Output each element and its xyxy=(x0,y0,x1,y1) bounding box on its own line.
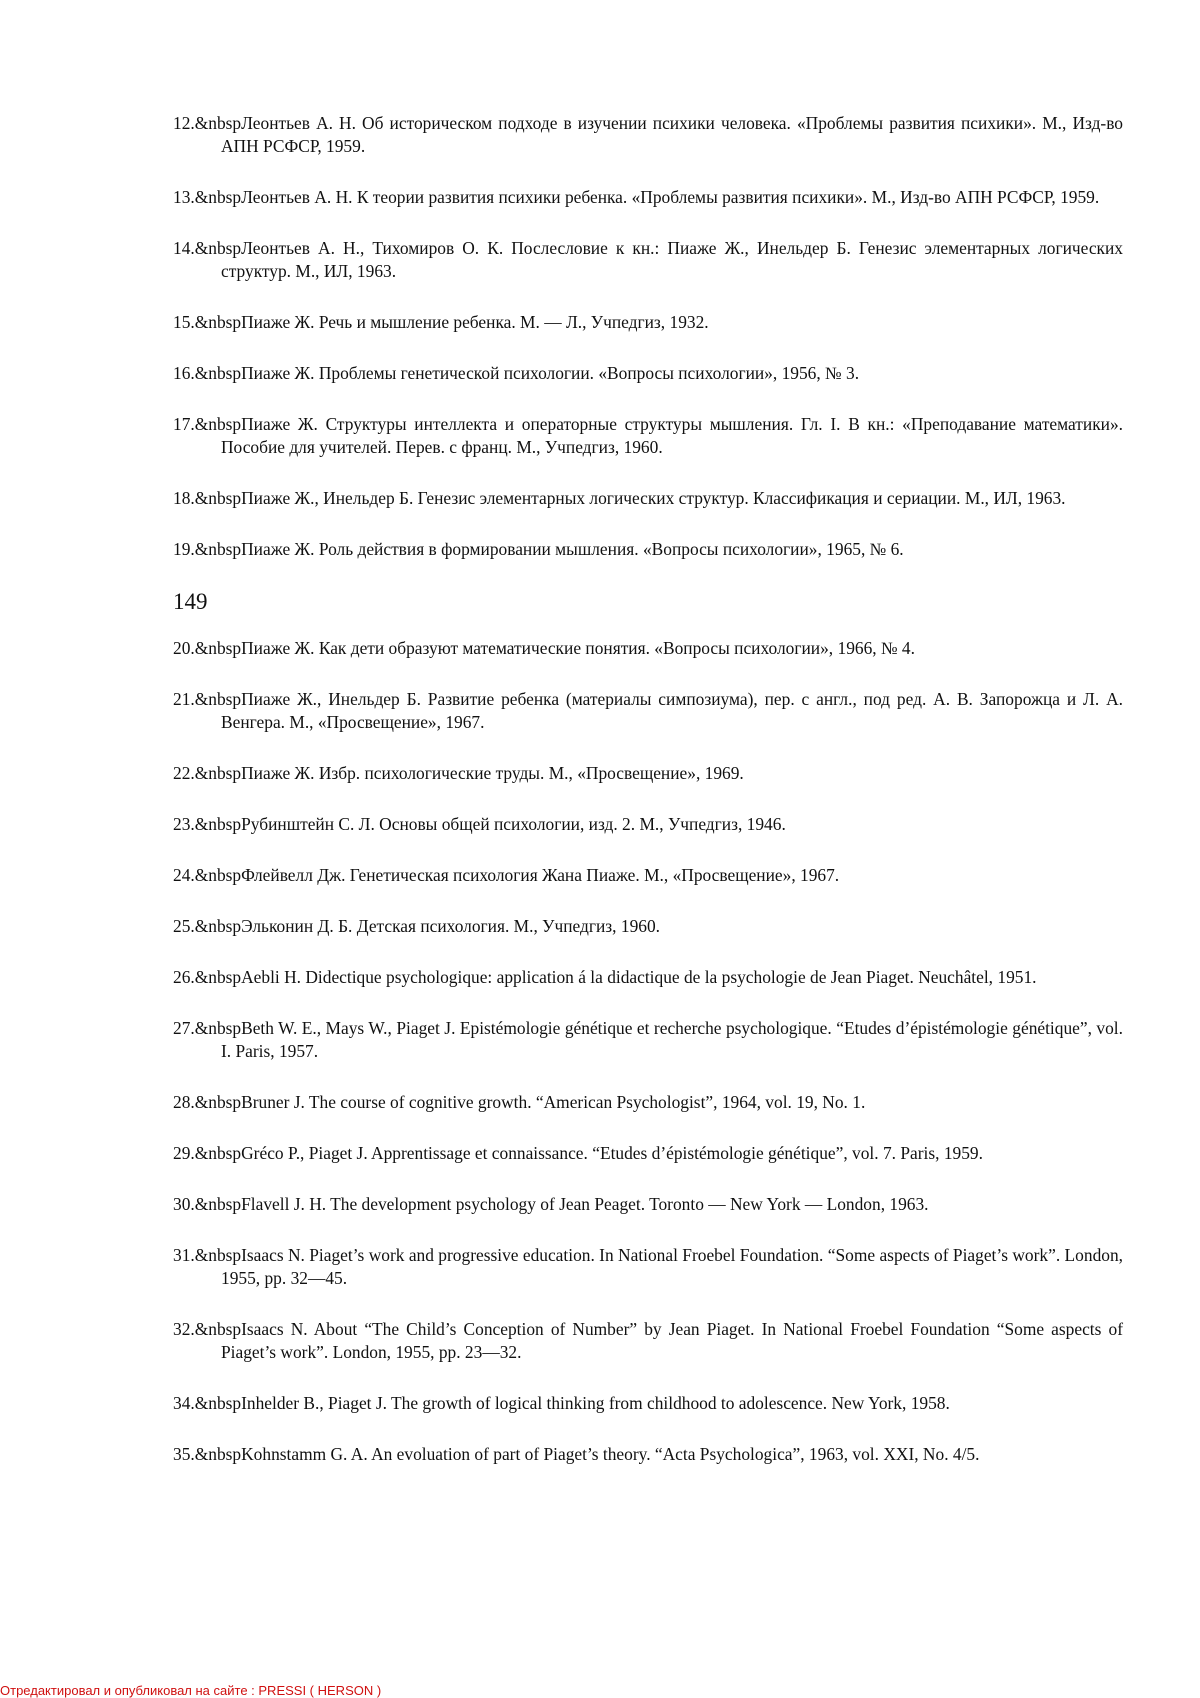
reference-item: 24.&nbspФлейвелл Дж. Генетическая психология Жана Пиаже. М., «Просвещение», 1967. xyxy=(173,865,840,885)
reference-item: 12.&nbspЛеонтьев А. Н. Об историческом подходе в изучении психики человека. «Проблемы развития психики». М., Изд-во АПН РСФСР, 1959. xyxy=(173,113,1123,156)
reference-item: 17.&nbspПиаже Ж. Структуры интеллекта и операторные структуры мышления. Гл. I. В кн.: «Преподавание математики». Пособие для учителей. Перев. с франц. М., Учпедгиз, 1960. xyxy=(173,414,1123,457)
page-number: 149 xyxy=(173,589,208,614)
reference-item: 20.&nbspПиаже Ж. Как дети образуют математические понятия. «Вопросы психологии», 1966, № 4. xyxy=(173,638,915,658)
reference-item: 19.&nbspПиаже Ж. Роль действия в формировании мышления. «Вопросы психологии», 1965, № 6. xyxy=(173,539,904,559)
reference-item: 31.&nbspIsaacs N. Piaget’s work and progressive education. In National Froebel Foundation. “Some aspects of Piaget’s work”. London, 1955, pp. 32—45. xyxy=(173,1245,1123,1288)
reference-item: 34.&nbspInhelder B., Piaget J. The growth of logical thinking from childhood to adolescence. New York, 1958. xyxy=(173,1393,950,1413)
reference-item: 21.&nbspПиаже Ж., Инельдер Б. Развитие ребенка (материалы симпозиума), пер. с англ., под ред. А. В. Запорожца и Л. А. Венгера. М., «Просвещение», 1967. xyxy=(173,689,1123,732)
reference-item: 22.&nbspПиаже Ж. Избр. психологические труды. М., «Просвещение», 1969. xyxy=(173,763,744,783)
reference-list xyxy=(173,112,1123,1494)
reference-item: 14.&nbspЛеонтьев А. Н., Тихомиров О. К. Послесловие к кн.: Пиаже Ж., Инельдер Б. Генезис элементарных логических структур. М., ИЛ, 1963. xyxy=(173,238,1123,281)
reference-item: 15.&nbspПиаже Ж. Речь и мышление ребенка. М. — Л., Учпедгиз, 1932. xyxy=(173,312,709,332)
reference-item: 27.&nbspBeth W. E., Mays W., Piaget J. Epistémologie génétique et recherche psychologique. “Etudes d’épistémologie génétique”, vol. I. Paris, 1957. xyxy=(173,1018,1123,1061)
reference-item: 32.&nbspIsaacs N. About “The Child’s Conception of Number” by Jean Piaget. In National Froebel Foundation “Some aspects of Piaget’s work”. London, 1955, pp. 23—32. xyxy=(173,1319,1123,1362)
reference-item: 13.&nbspЛеонтьев А. Н. К теории развития психики ребенка. «Проблемы развития психики». М., Изд-во АПН РСФСР, 1959. xyxy=(173,187,1100,207)
reference-item: 25.&nbspЭльконин Д. Б. Детская психология. М., Учпедгиз, 1960. xyxy=(173,916,661,936)
reference-item: 18.&nbspПиаже Ж., Инельдер Б. Генезис элементарных логических структур. Классификация и сериации. М., ИЛ, 1963. xyxy=(173,488,1066,508)
reference-item: 30.&nbspFlavell J. H. The development psychology of Jean Peaget. Toronto — New York — London, 1963. xyxy=(173,1194,929,1214)
reference-item: 28.&nbspBruner J. The course of cognitive growth. “American Psychologist”, 1964, vol. 19, No. 1. xyxy=(173,1092,866,1112)
reference-item: 35.&nbspKohnstamm G. A. An evoluation of part of Piaget’s theory. “Acta Psychologica”, 1963, vol. XXI, No. 4/5. xyxy=(173,1444,980,1464)
site-credit-footer: Отредактировал и опубликовал на сайте : PRESSI ( HERSON ) xyxy=(0,1683,382,1698)
reference-item: 26.&nbspAebli H. Didectique psychologique: application á la didactique de la psychologie de Jean Piaget. Neuchâtel, 1951. xyxy=(173,967,1037,987)
reference-item: 29.&nbspGréco P., Piaget J. Apprentissage et connaissance. “Etudes d’épistémologie génétique”, vol. 7. Paris, 1959. xyxy=(173,1143,983,1163)
reference-item: 23.&nbspРубинштейн С. Л. Основы общей психологии, изд. 2. М., Учпедгиз, 1946. xyxy=(173,814,786,834)
reference-item: 16.&nbspПиаже Ж. Проблемы генетической психологии. «Вопросы психологии», 1956, № 3. xyxy=(173,363,860,383)
